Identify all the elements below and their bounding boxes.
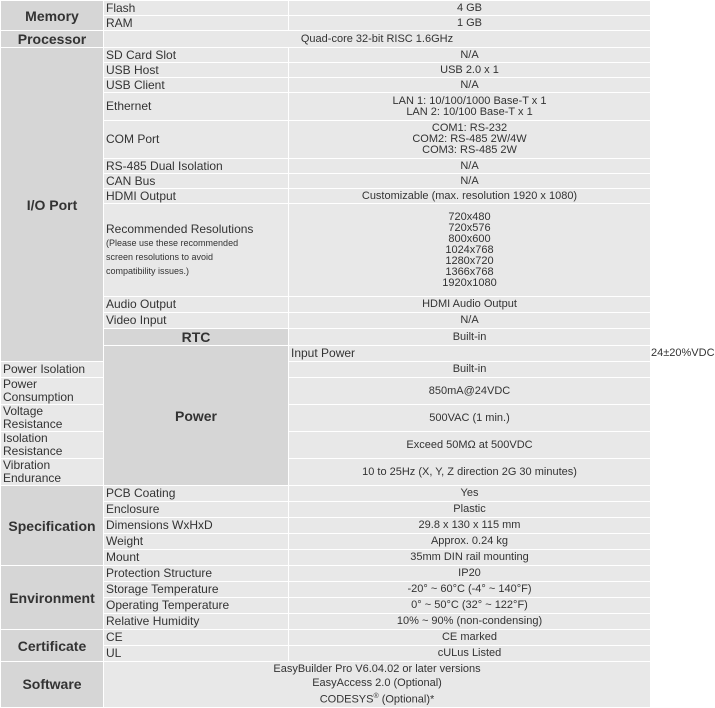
label-pcb-coating: PCB Coating <box>104 486 289 502</box>
label-voltage-resistance: Voltage Resistance <box>1 405 104 432</box>
registered-mark: ® <box>373 693 379 700</box>
software-line <box>104 690 650 707</box>
value-video-input: N/A <box>289 313 651 329</box>
category-rtc: RTC <box>104 329 289 346</box>
table-row <box>1 432 651 459</box>
resolutions-title: Recommended Resolutions <box>106 221 254 236</box>
value-relative-humidity: 10% ~ 90% (non-condensing) <box>289 614 651 630</box>
value-operating-temperature: 0° ~ 50°C (32° ~ 122°F) <box>289 598 651 614</box>
label-enclosure: Enclosure <box>104 502 289 518</box>
label-input-power: Input Power <box>289 346 651 362</box>
value-weight: Approx. 0.24 kg <box>289 534 651 550</box>
ethernet-line: LAN 1: 10/100/1000 Base-T x 1 <box>392 94 547 107</box>
label-power-isolation: Power Isolation <box>1 362 104 378</box>
value-voltage-resistance: 500VAC (1 min.) <box>289 405 651 432</box>
value-vibration-endurance: 10 to 25Hz (X, Y, Z direction 2G 30 minutes) <box>289 459 651 486</box>
resolution-item: 720x480 <box>448 210 491 223</box>
value-ethernet <box>289 93 651 121</box>
table-row: Power Input Power 24±20%VDC <box>1 346 651 362</box>
value-audio-output: HDMI Audio Output <box>289 297 651 313</box>
resolution-item: 800x600 <box>448 232 491 245</box>
value-can-bus: N/A <box>289 174 651 189</box>
label-isolation-resistance: Isolation Resistance <box>1 432 104 459</box>
value-hdmi: Customizable (max. resolution 1920 x 1080) <box>289 189 651 204</box>
value-pcb-coating: Yes <box>289 486 651 502</box>
value-dimensions: 29.8 x 130 x 115 mm <box>289 518 651 534</box>
label-audio-output: Audio Output <box>104 297 289 313</box>
label-com-port: COM Port <box>104 121 289 159</box>
table-row <box>1 378 651 405</box>
label-vibration-endurance: Vibration Endurance <box>1 459 104 486</box>
label-flash: Flash <box>104 1 289 16</box>
value-usb-client: N/A <box>289 78 651 93</box>
table-row <box>1 459 651 486</box>
table-row <box>1 362 651 378</box>
codesys-name: CODESYS <box>319 693 374 706</box>
category-environment: Environment <box>1 566 104 630</box>
value-ul: cULus Listed <box>289 646 651 662</box>
value-ram: 1 GB <box>289 16 651 31</box>
label-recommended-resolutions <box>104 204 289 297</box>
label-usb-host: USB Host <box>104 63 289 78</box>
label-weight: Weight <box>104 534 289 550</box>
software-line: EasyAccess 2.0 (Optional) <box>312 677 442 689</box>
table-row <box>1 486 651 502</box>
value-usb-host: USB 2.0 x 1 <box>289 63 651 78</box>
value-isolation-resistance: Exceed 50MΩ at 500VDC <box>289 432 651 459</box>
label-can-bus: CAN Bus <box>104 174 289 189</box>
resolution-item: 1920x1080 <box>442 276 497 289</box>
value-power-isolation: Built-in <box>289 362 651 378</box>
value-rs485: N/A <box>289 159 651 174</box>
label-hdmi: HDMI Output <box>104 189 289 204</box>
value-processor: Quad-core 32-bit RISC 1.6GHz <box>104 31 651 48</box>
ethernet-line: LAN 2: 10/100 Base-T x 1 <box>406 105 533 118</box>
label-dimensions: Dimensions WxHxD <box>104 518 289 534</box>
resolution-item: 1024x768 <box>445 243 494 256</box>
resolutions-note: (Please use these recommended <box>106 237 239 248</box>
category-memory: Memory <box>1 1 104 31</box>
value-storage-temperature: -20° ~ 60°C (-4° ~ 140°F) <box>289 582 651 598</box>
value-mount: 35mm DIN rail mounting <box>289 550 651 566</box>
value-software <box>104 662 651 708</box>
label-power-consumption: Power Consumption <box>1 378 104 405</box>
value-ce: CE marked <box>289 630 651 646</box>
table-row <box>1 630 651 646</box>
category-processor: Processor <box>1 31 104 48</box>
table-row <box>1 1 651 16</box>
com-line: COM2: RS-485 2W/4W <box>412 133 527 145</box>
label-ram: RAM <box>104 16 289 31</box>
table-row <box>1 48 651 63</box>
resolution-item: 1280x720 <box>445 254 494 267</box>
label-relative-humidity: Relative Humidity <box>104 614 289 630</box>
value-enclosure: Plastic <box>289 502 651 518</box>
label-operating-temperature: Operating Temperature <box>104 598 289 614</box>
value-rtc: Built-in <box>289 329 651 346</box>
label-mount: Mount <box>104 550 289 566</box>
resolution-item: 1366x768 <box>445 265 494 278</box>
label-storage-temperature: Storage Temperature <box>104 582 289 598</box>
table-row <box>1 566 651 582</box>
label-ethernet: Ethernet <box>104 93 289 121</box>
value-recommended-resolutions <box>289 204 651 297</box>
label-ul: UL <box>104 646 289 662</box>
category-specification: Specification <box>1 486 104 566</box>
com-line: COM3: RS-485 2W <box>422 144 517 156</box>
software-line: EasyBuilder Pro V6.04.02 or later versions <box>273 663 481 675</box>
label-video-input: Video Input <box>104 313 289 329</box>
table-row <box>1 405 651 432</box>
value-protection-structure: IP20 <box>289 566 651 582</box>
label-ce: CE <box>104 630 289 646</box>
codesys-suffix: (Optional)* <box>378 693 435 706</box>
category-software: Software <box>1 662 104 708</box>
value-power-consumption: 850mA@24VDC <box>289 378 651 405</box>
value-flash: 4 GB <box>289 1 651 16</box>
value-sd-card: N/A <box>289 48 651 63</box>
table-row <box>1 662 651 708</box>
category-io-port: I/O Port <box>1 48 104 362</box>
resolutions-note: compatibility issues.) <box>106 265 190 276</box>
category-power: Power <box>104 346 289 486</box>
resolution-item: 720x576 <box>448 221 491 234</box>
table-row <box>1 31 651 48</box>
label-usb-client: USB Client <box>104 78 289 93</box>
label-protection-structure: Protection Structure <box>104 566 289 582</box>
value-com-port <box>289 121 651 159</box>
label-rs485: RS-485 Dual Isolation <box>104 159 289 174</box>
com-line: COM1: RS-232 <box>431 122 508 134</box>
category-certificate: Certificate <box>1 630 104 662</box>
resolutions-note: screen resolutions to avoid <box>106 251 214 262</box>
label-sd-card: SD Card Slot <box>104 48 289 63</box>
